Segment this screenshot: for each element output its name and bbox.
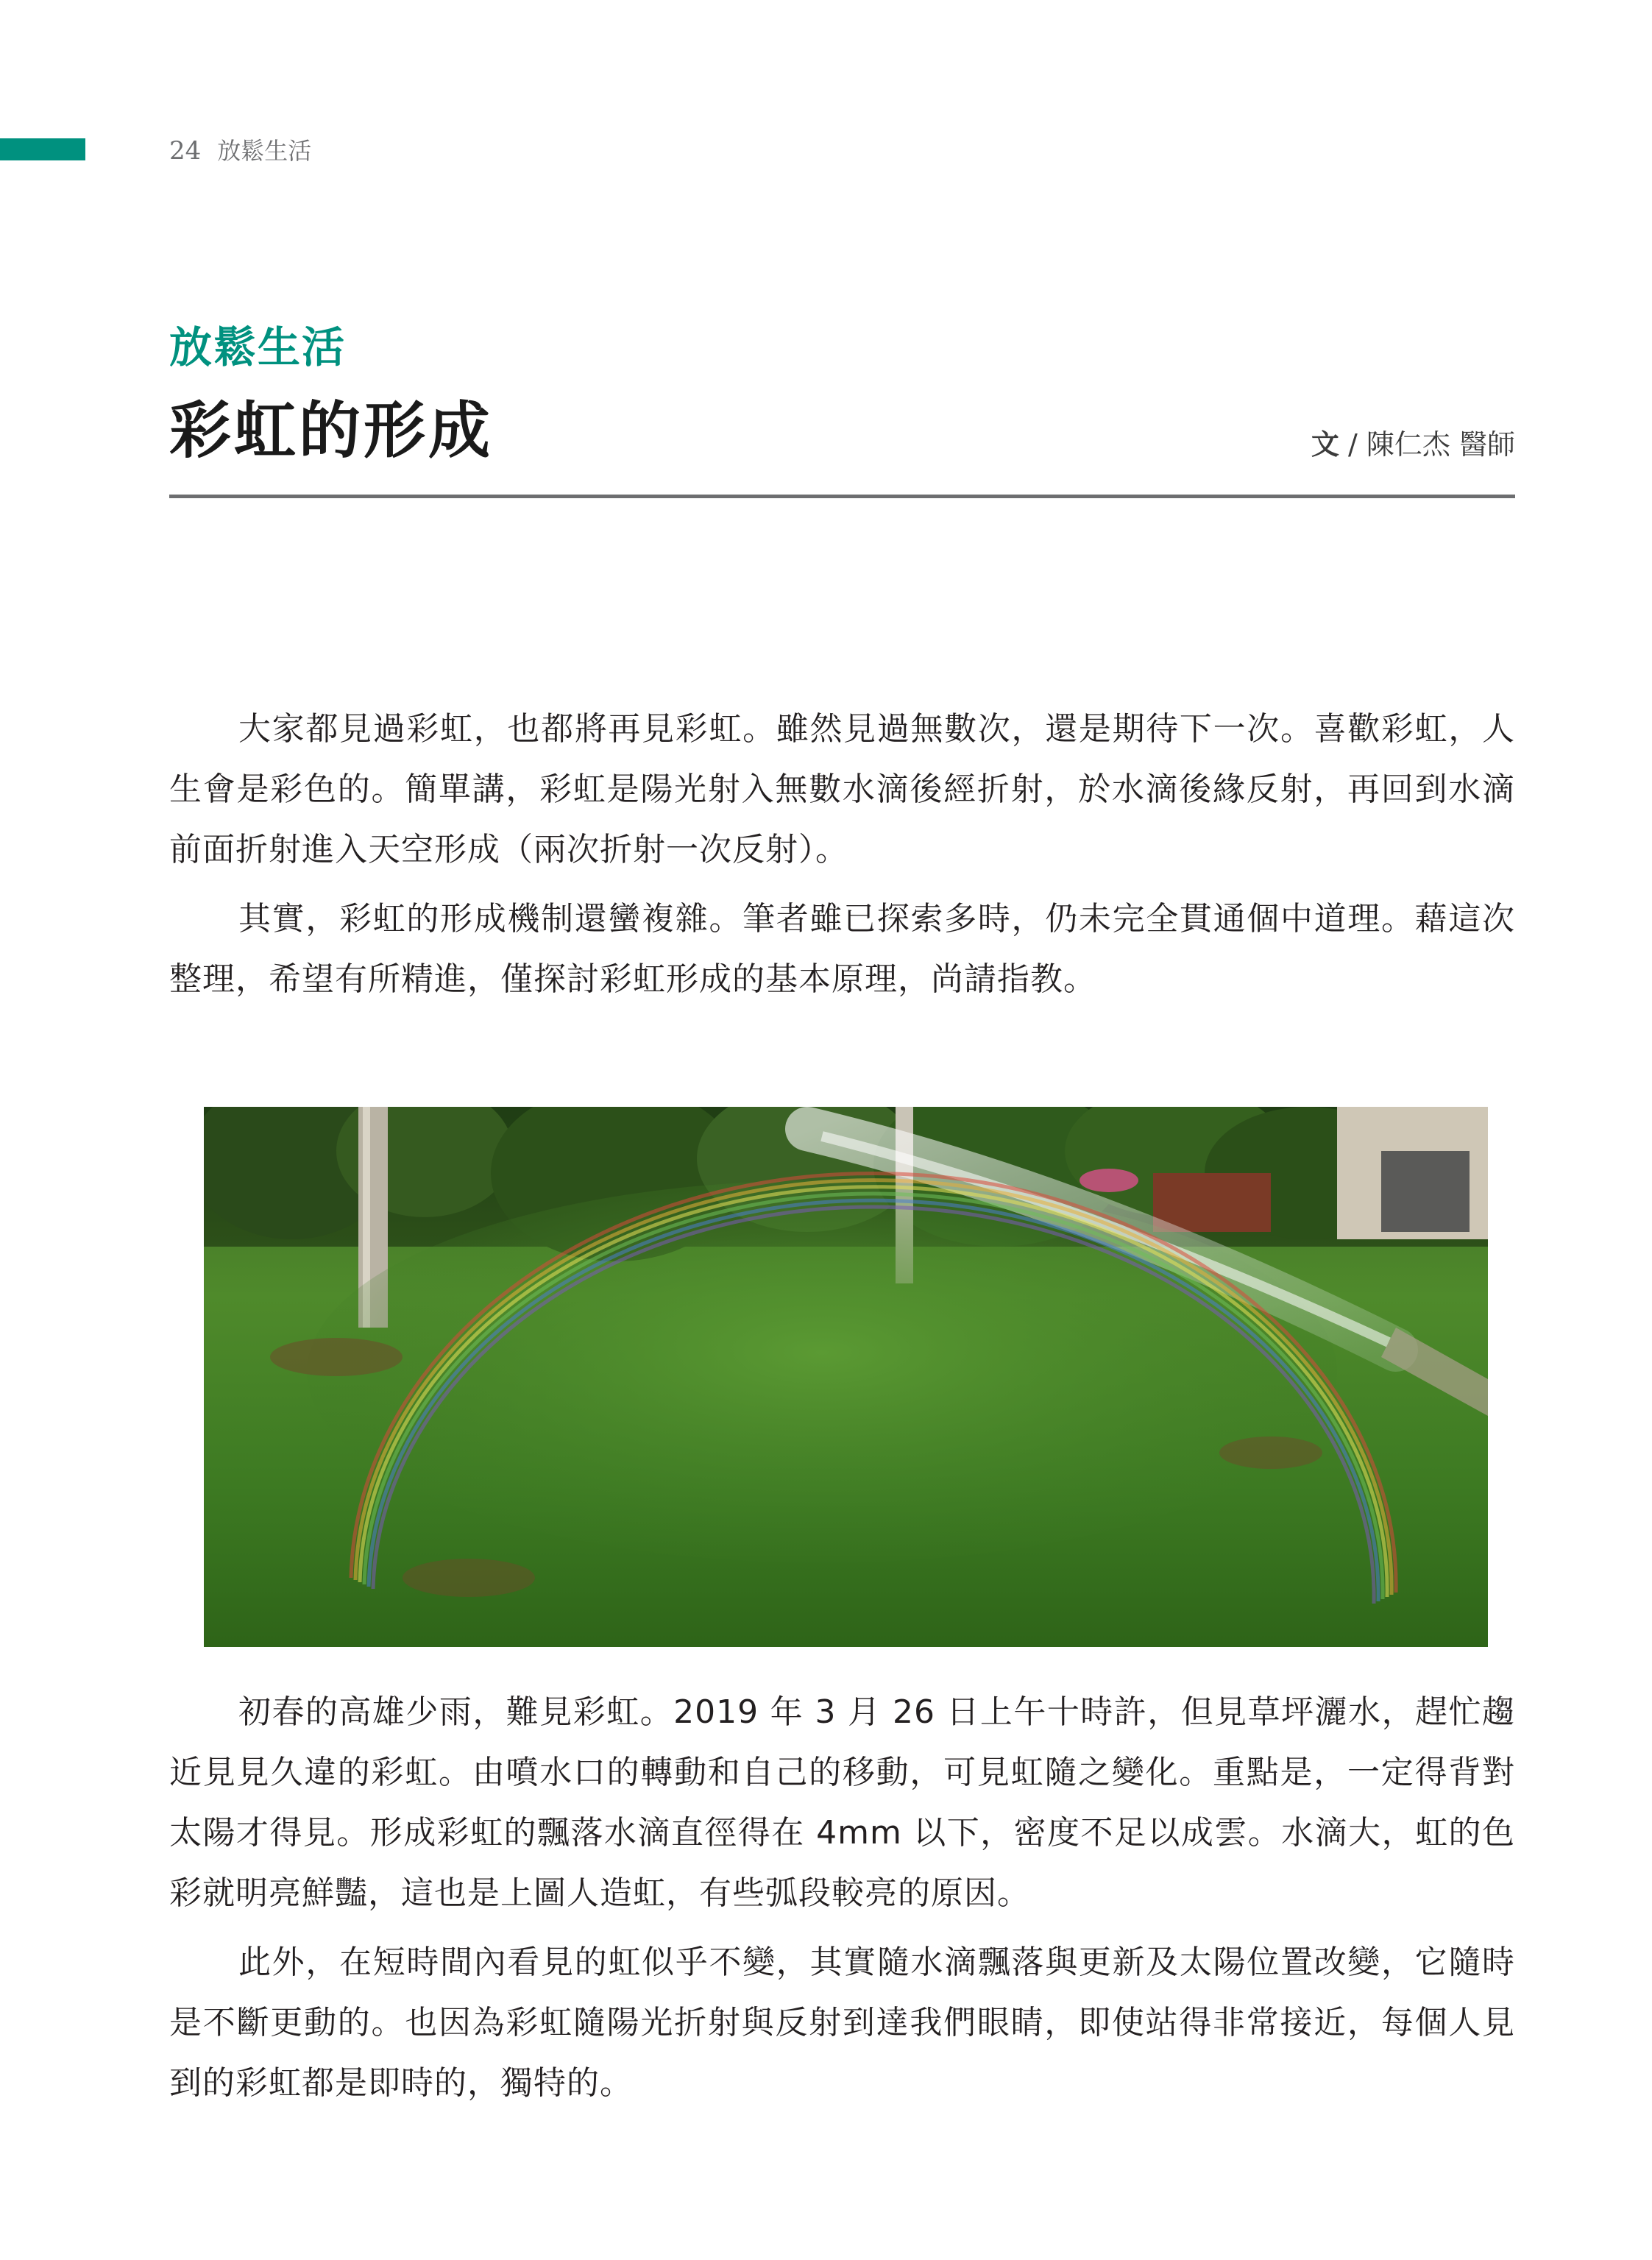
header-accent-bar [0, 138, 85, 160]
byline [1311, 422, 1515, 462]
byline-author: 陳仁杰 醫師 [1366, 428, 1515, 461]
page-number: 24 [169, 136, 202, 166]
body-paragraph-3: 初春的高雄少雨，難見彩虹。2019 年 3 月 26 日上午十時許，但見草坪灑水，趕忙趨近見見久違的彩虹。由噴水口的轉動和自己的移動，可見虹隨之變化。重點是，一定得背對太陽才得見。形成彩虹的飄落水滴直徑得在 4mm 以下，密度不足以成雲。水滴大，虹的色彩就明亮鮮豔，這也是上圖人造虹，有些弧段較亮的原因。 [169, 1693, 1515, 1912]
body-paragraph-4: 此外，在短時間內看見的虹似乎不變，其實隨水滴飄落與更新及太陽位置改變，它隨時是不斷更動的。也因為彩虹隨陽光折射與反射到達我們眼睛，即使站得非常接近，每個人見到的彩虹都是即時的，獨特的。 [169, 1944, 1515, 2102]
body-paragraph-2: 其實，彩虹的形成機制還蠻複雜。筆者雖已探索多時，仍未完全貫通個中道理。藉這次整理，希望有所精進，僅探討彩虹形成的基本原理，尚請指教。 [169, 900, 1515, 998]
rainbow-photo [204, 1107, 1488, 1647]
running-header-section: 放鬆生活 [217, 137, 312, 165]
section-label: 放鬆生活 [169, 322, 347, 372]
body-paragraph-1: 大家都見過彩虹，也都將再見彩虹。雖然見過無數次，還是期待下一次。喜歡彩虹，人生會是彩色的。簡單講，彩虹是陽光射入無數水滴後經折射，於水滴後緣反射，再回到水滴前面折射進入天空形成（兩次折射一次反射）。 [169, 710, 1515, 868]
article-title: 彩虹的形成 [169, 394, 494, 467]
running-header [169, 132, 311, 166]
byline-prefix: 文 [1311, 428, 1339, 461]
byline-separator: / [1339, 428, 1366, 461]
title-divider [169, 495, 1515, 498]
